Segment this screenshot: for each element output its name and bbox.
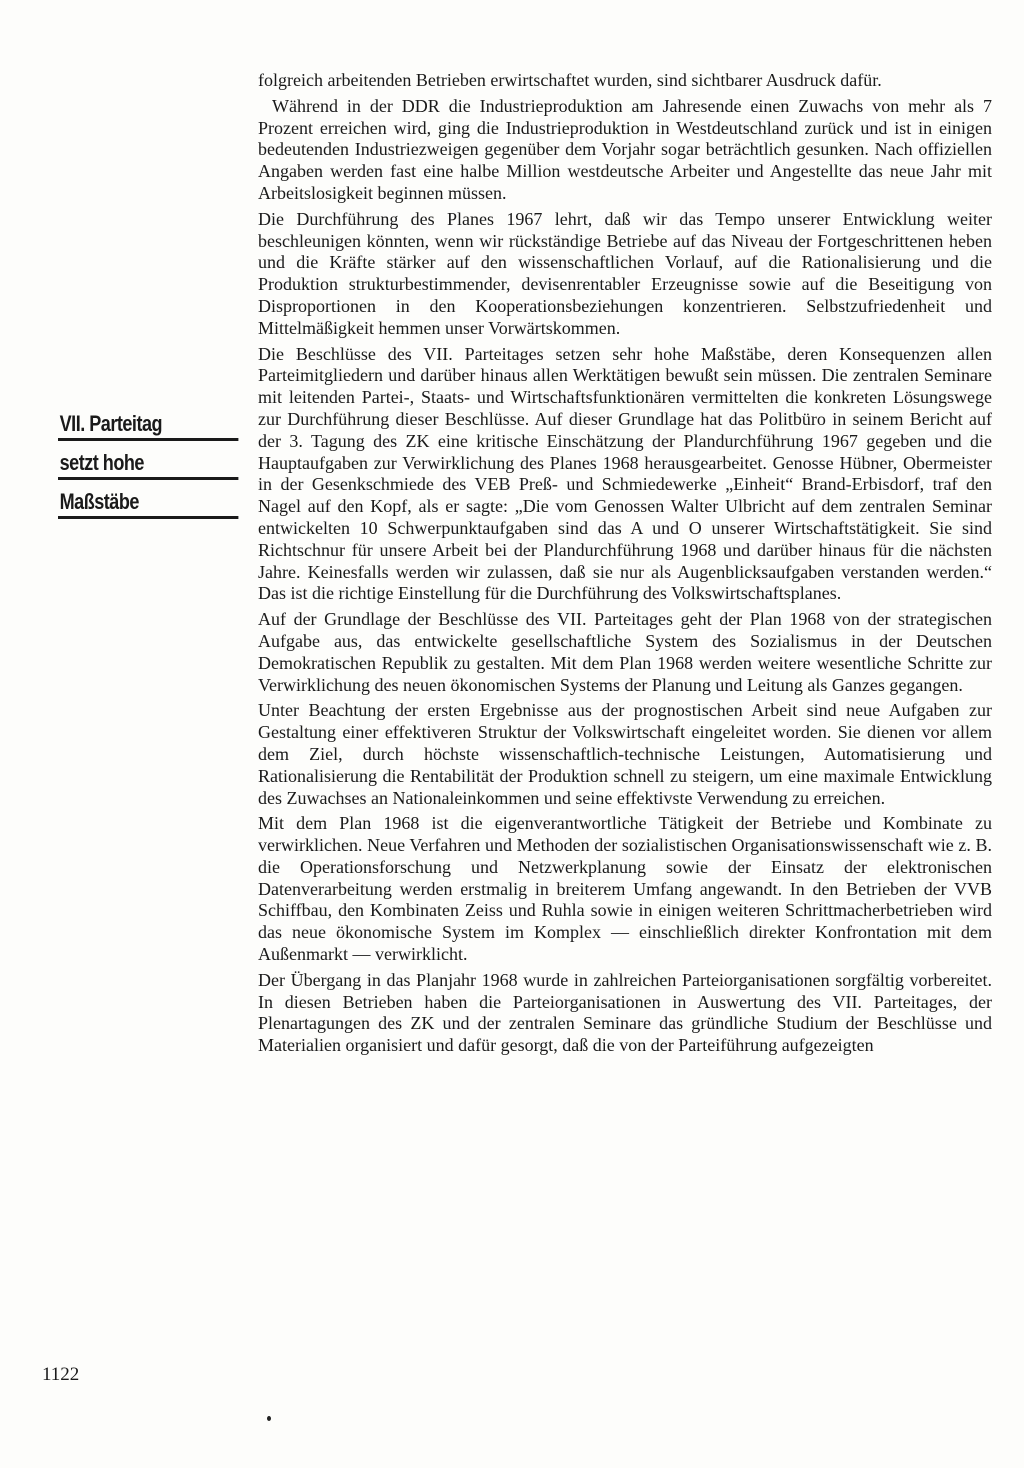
body-text-column [258, 70, 992, 1061]
paragraph-transition-planning-year: Der Übergang in das Planjahr 1968 wurde in zahlreichen Parteiorganisationen sorgfältig vorbereitet. In diesen Betrieben haben die Parteiorganisationen in Auswertung des VII. Parteitages, der Plenartagungen des ZK und der zentralen Seminare das gründliche Studium der Beschlüsse und Materialien organisiert und dafür gesorgt, daß die von der Parteiführung aufgezeigten [258, 969, 992, 1056]
paragraph-industrial-production: Während in der DDR die Industrieproduktion am Jahresende einen Zuwachs von mehr als 7 Prozent erreichen wird, ging die Industrieproduktion in Westdeutschland zurück und ist in einigen bedeutenden Industriezweigen gegenüber dem Vorjahr sogar beträchtlich gesunken. Nach offiziellen Angaben werden fast eine halbe Million westdeutsche Arbeiter und Angestellte das neue Jahr mit Arbeitslosigkeit beginnen müssen. [258, 95, 992, 203]
paragraph-party-congress-resolutions: Die Beschlüsse des VII. Parteitages setzen sehr hohe Maßstäbe, deren Konsequenzen allen Parteimitgliedern und darüber hinaus allen Werktätigen bewußt sein müssen. Die zentralen Seminare mit leitenden Partei-, Staats- und Wirtschaftsfunktionären vermittelten die konkreten Lösungswege zur Durchführung dieser Beschlüsse. Auf dieser Grundlage hat das Politbüro in seinem Bericht auf der 3. Tagung des ZK eine kritische Einschätzung der Plandurchführung 1967 gegeben und die Hauptaufgaben zur Verwirklichung des Planes 1968 herausgearbeitet. Genosse Hübner, Obermeister in der Gesenkschmiede des VEB Preß- und Schmiedewerke „Einheit“ Brand-Erbisdorf, traf den Nagel auf den Kopf, als er sagte: „Die vom Genossen Walter Ulbricht auf dem zentralen Seminar entwickelten 10 Schwerpunktaufgaben sind das A und O unserer Wirtschaftstätigkeit. Sie sind Richtschnur für unsere Arbeit bei der Plandurchführung 1968 und darüber hinaus für die nächsten Jahre. Keinesfalls werden wir zulassen, daß sie nur als Augenblicksaufgaben verstanden werden.“ Das ist die richtige Einstellung für die Durchführung des Volkswirtschaftsplanes. [258, 343, 992, 604]
paragraph-prognostic-work: Unter Beachtung der ersten Ergebnisse aus der prognostischen Arbeit sind neue Aufgaben zur Gestaltung einer effektiveren Struktur der Volkswirtschaft eingeleitet worden. Sie dienen vor allem dem Ziel, durch höchste wissenschaftlich-technische Leistungen, Automatisierung und Rationalisierung die Rentabilität der Produktion schnell zu steigern, um eine maximale Entwicklung des Zuwachses an Nationaleinkommen und seine effektivste Verwendung zu erreichen. [258, 700, 992, 808]
paragraph-enterprise-responsibility: Mit dem Plan 1968 ist die eigenverantwortliche Tätigkeit der Betriebe und Kombinate zu verwirklichen. Neue Verfahren und Methoden der sozialistischen Organisationswissenschaft wie z. B. die Operationsforschung und Netzwerkplanung sowie der Einsatz der elektronischen Datenverarbeitung werden erstmalig in breiterem Umfang angewandt. In den Betrieben der VVB Schiffbau, den Kombinaten Zeiss und Ruhla sowie in einigen weiteren Schrittmacherbetrieben wird das neue ökonomische System im Komplex — einschließlich direkter Konfrontation mit dem Außenmarkt — verwirklicht. [258, 813, 992, 965]
paragraph-continuation: folgreich arbeitenden Betrieben erwirtschaftet wurden, sind sichtbarer Ausdruck dafür. [258, 70, 882, 90]
margin-heading [58, 410, 242, 527]
margin-heading-line-2: setzt hohe [58, 449, 238, 480]
margin-heading-line-1: VII. Parteitag [58, 410, 238, 441]
page-number: 1122 [42, 1364, 80, 1385]
print-speck [267, 1416, 271, 1421]
paragraph-plan-1967: Die Durchführung des Planes 1967 lehrt, daß wir das Tempo unserer Entwicklung weiter beschleunigen könnten, wenn wir rückständige Betriebe auf das Niveau der Fortgeschrittenen heben und die Kräfte stärker auf den wissenschaftlichen Vorlauf, auf die Rationalisierung und die Produktion strukturbestimmender, devisenrentabler Erzeugnisse sowie auf die Beseitigung von Disproportionen in den Kooperationsbeziehungen konzentrieren. Selbstzufriedenheit und Mittelmäßigkeit hemmen unser Vorwärtskommen. [258, 208, 992, 338]
margin-heading-line-3: Maßstäbe [58, 488, 238, 519]
paragraph-plan-1968-strategy: Auf der Grundlage der Beschlüsse des VII. Parteitages geht der Plan 1968 von der strategischen Aufgabe aus, das entwickelte gesellschaftliche System des Sozialismus in der Deutschen Demokratischen Republik zu gestalten. Mit dem Plan 1968 werden weitere wesentliche Schritte zur Verwirklichung des neuen ökonomischen Systems der Planung und Leitung als Ganzes gegangen. [258, 609, 992, 695]
